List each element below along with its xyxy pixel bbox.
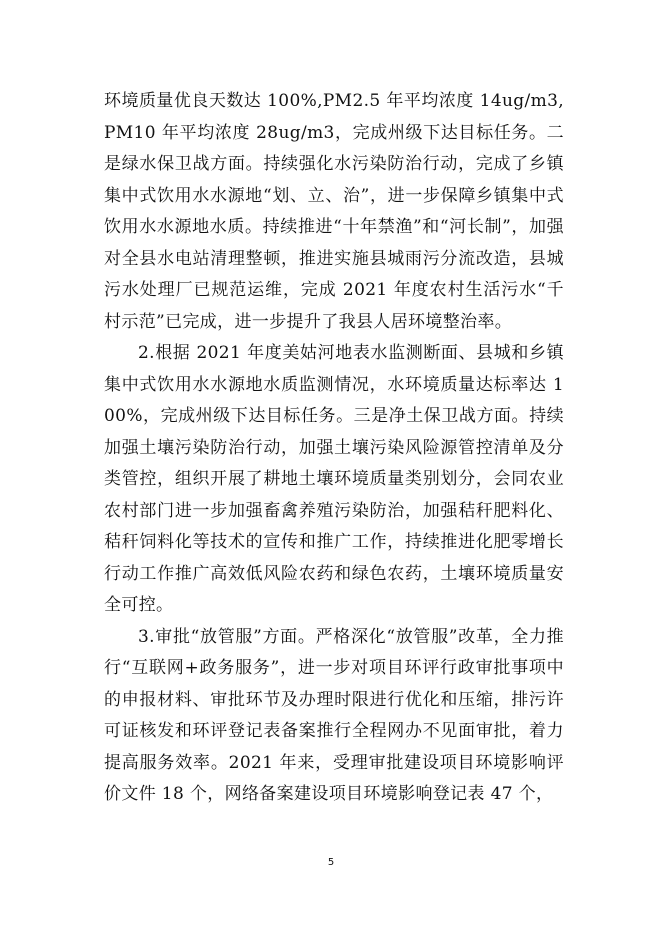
paragraph-2: 2.根据 2021 年度美姑河地表水监测断面、县城和乡镇集中式饮用水水源地水质监测情况，水环境质量达标率达 100%，完成州级下达目标任务。三是净土保卫战方面。持续加强土壤污染防治行动，加强土壤污染风险源管控清单及分类管控，组织开展了耕地土壤环境质量类别划分，会同农业农村部门进一步加强畜禽养殖污染防治，加强秸秆肥料化、秸秆饲料化等技术的宣传和推广工作，持续推进化肥零增长行动工作推广高效低风险农药和绿色农药，土壤环境质量安全可控。 <box>104 343 564 615</box>
page-number: 5 <box>327 857 335 868</box>
paragraph-3: 3.审批“放管服”方面。严格深化“放管服”改革，全力推行“互联网+政务服务”，进一步对项目环评行政审批事项中的申报材料、审批环节及办理时限进行优化和压缩，排污许可证核发和环评登记表备案推行全程网办不见面审批，着力提高服务效率。2021 年来，受理审批建设项目环境影响评价文件 18 个，网络备案建设项目环境影响登记表 47 个， <box>104 626 564 804</box>
document-body <box>104 86 564 811</box>
paragraph-1: 环境质量优良天数达 100%,PM2.5 年平均浓度 14ug/m3,PM10 年平均浓度 28ug/m3，完成州级下达目标任务。二是绿水保卫战方面。持续强化水污染防治行动，完成了乡镇集中式饮用水水源地“划、立、治”，进一步保障乡镇集中式饮用水水源地水质。持续推进“十年禁渔”和“河长制”，加强对全县水电站清理整顿，推进实施县城雨污分流改造，县城污水处理厂已规范运维，完成 2021 年度农村生活污水“千村示范”已完成，进一步提升了我县人居环境整治率。 <box>104 91 564 332</box>
